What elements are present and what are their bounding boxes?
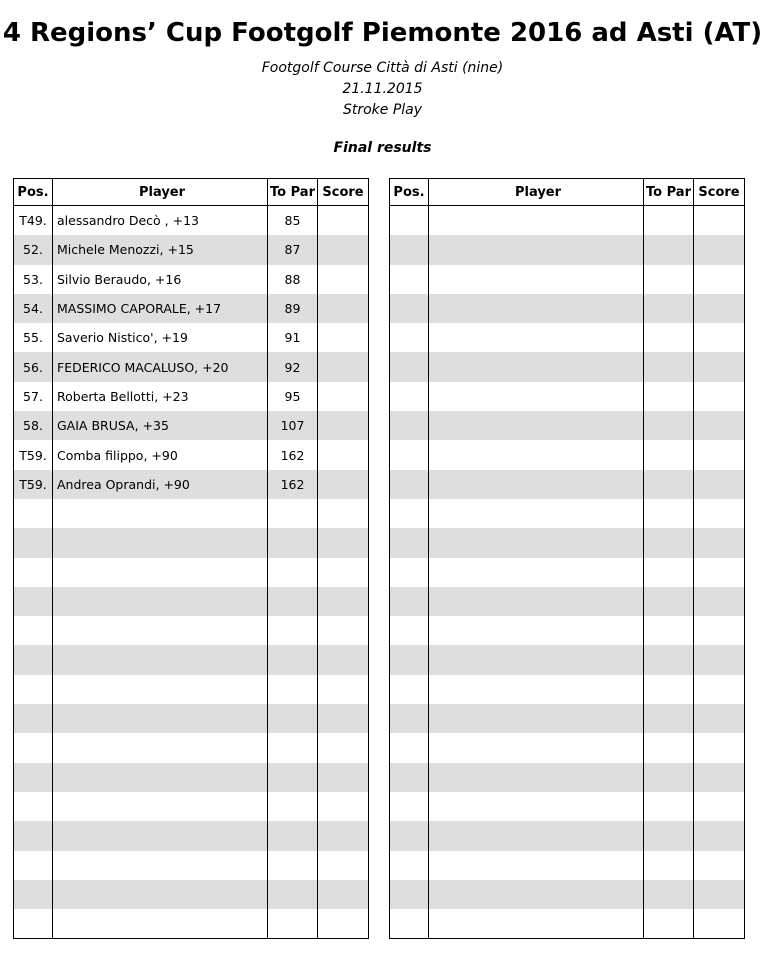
row-score	[318, 265, 369, 294]
row-to-par: 88	[268, 265, 318, 294]
row-player	[53, 792, 268, 821]
row-to-par	[644, 851, 694, 880]
row-to-par	[644, 235, 694, 264]
row-player	[53, 704, 268, 733]
row-player	[429, 763, 644, 792]
row-to-par: 85	[268, 206, 318, 236]
row-to-par	[644, 616, 694, 645]
row-player	[53, 733, 268, 762]
row-pos	[390, 616, 429, 645]
row-score	[318, 821, 369, 850]
row-pos	[390, 235, 429, 264]
table-row	[390, 235, 745, 264]
row-pos: 55.	[14, 323, 53, 352]
row-pos	[390, 704, 429, 733]
row-to-par	[268, 675, 318, 704]
row-player	[429, 440, 644, 469]
row-score	[694, 352, 745, 381]
table-row	[390, 821, 745, 850]
row-player: GAIA BRUSA, +35	[53, 411, 268, 440]
table-header-row	[14, 179, 369, 206]
row-pos	[390, 528, 429, 557]
row-pos	[390, 733, 429, 762]
row-pos: 58.	[14, 411, 53, 440]
column-header-player: Player	[429, 179, 644, 206]
row-pos	[390, 587, 429, 616]
row-to-par	[268, 880, 318, 909]
table-row	[14, 294, 369, 323]
row-to-par	[644, 909, 694, 939]
event-date: 21.11.2015	[342, 81, 423, 97]
row-pos	[390, 206, 429, 236]
table-row	[390, 382, 745, 411]
row-to-par: 89	[268, 294, 318, 323]
column-header-score: Score	[694, 179, 745, 206]
row-score	[694, 909, 745, 939]
row-score	[694, 206, 745, 236]
table-row	[14, 265, 369, 294]
row-score	[318, 851, 369, 880]
row-pos	[14, 880, 53, 909]
row-player	[429, 235, 644, 264]
row-score	[694, 675, 745, 704]
row-player	[429, 352, 644, 381]
table-row	[14, 616, 369, 645]
row-score	[694, 294, 745, 323]
row-player: Andrea Oprandi, +90	[53, 470, 268, 499]
row-score	[694, 265, 745, 294]
table-row	[390, 675, 745, 704]
table-row	[390, 411, 745, 440]
row-score	[694, 763, 745, 792]
row-score	[318, 558, 369, 587]
row-score	[694, 411, 745, 440]
row-player	[429, 206, 644, 236]
table-header-row	[390, 179, 745, 206]
row-score	[318, 499, 369, 528]
row-score	[318, 763, 369, 792]
row-player	[53, 587, 268, 616]
row-pos	[390, 440, 429, 469]
row-player	[429, 528, 644, 557]
row-player	[429, 558, 644, 587]
row-pos	[14, 499, 53, 528]
row-pos	[390, 323, 429, 352]
row-pos	[390, 645, 429, 674]
row-to-par	[644, 558, 694, 587]
row-player	[53, 499, 268, 528]
course-name: Footgolf Course Città di Asti (nine)	[261, 60, 504, 76]
row-pos	[390, 499, 429, 528]
row-to-par	[644, 880, 694, 909]
column-header-player: Player	[53, 179, 268, 206]
row-score	[694, 645, 745, 674]
table-row	[390, 294, 745, 323]
row-to-par: 87	[268, 235, 318, 264]
row-player: MASSIMO CAPORALE, +17	[53, 294, 268, 323]
page-title: 4 Regions’ Cup Footgolf Piemonte 2016 ad Asti (AT)	[2, 18, 763, 48]
row-player	[429, 675, 644, 704]
row-to-par: 162	[268, 470, 318, 499]
row-pos	[390, 294, 429, 323]
row-pos	[390, 851, 429, 880]
table-row	[14, 880, 369, 909]
table-row	[14, 645, 369, 674]
row-to-par	[644, 470, 694, 499]
row-pos: 57.	[14, 382, 53, 411]
row-score	[694, 616, 745, 645]
row-pos	[390, 265, 429, 294]
row-pos	[390, 880, 429, 909]
table-row	[14, 440, 369, 469]
table-row	[390, 587, 745, 616]
row-to-par	[644, 265, 694, 294]
row-to-par	[644, 352, 694, 381]
row-to-par	[268, 733, 318, 762]
row-player	[53, 821, 268, 850]
table-row	[14, 206, 369, 236]
row-to-par	[268, 499, 318, 528]
row-pos	[14, 909, 53, 939]
row-score	[318, 675, 369, 704]
row-to-par	[644, 206, 694, 236]
row-player	[429, 880, 644, 909]
row-to-par	[644, 675, 694, 704]
row-score	[318, 411, 369, 440]
table-row	[14, 323, 369, 352]
row-score	[694, 821, 745, 850]
table-row	[390, 851, 745, 880]
column-header-score: Score	[318, 179, 369, 206]
row-pos	[14, 704, 53, 733]
row-score	[318, 235, 369, 264]
table-row	[14, 528, 369, 557]
row-score	[318, 645, 369, 674]
play-format: Stroke Play	[342, 102, 423, 118]
row-score	[694, 587, 745, 616]
row-score	[694, 235, 745, 264]
row-pos	[14, 763, 53, 792]
row-to-par	[644, 704, 694, 733]
table-row	[390, 558, 745, 587]
table-row	[390, 763, 745, 792]
row-player	[429, 587, 644, 616]
table-row	[390, 528, 745, 557]
row-pos	[14, 851, 53, 880]
row-score	[694, 851, 745, 880]
results-table-left	[13, 178, 369, 939]
row-to-par	[268, 704, 318, 733]
column-header-to-par: To Par	[644, 179, 694, 206]
row-to-par	[644, 763, 694, 792]
row-to-par: 162	[268, 440, 318, 469]
row-player	[429, 821, 644, 850]
row-player	[53, 675, 268, 704]
row-player	[53, 558, 268, 587]
results-table-right	[389, 178, 745, 939]
row-score	[694, 440, 745, 469]
row-pos: 52.	[14, 235, 53, 264]
row-to-par	[644, 411, 694, 440]
row-player	[53, 851, 268, 880]
table-row	[390, 704, 745, 733]
row-player	[429, 294, 644, 323]
row-pos	[14, 528, 53, 557]
table-row	[14, 821, 369, 850]
row-pos: T59.	[14, 470, 53, 499]
table-row	[390, 645, 745, 674]
row-player	[429, 645, 644, 674]
row-pos: T59.	[14, 440, 53, 469]
table-row	[14, 733, 369, 762]
row-score	[318, 382, 369, 411]
table-row	[14, 558, 369, 587]
row-score	[318, 440, 369, 469]
row-player	[53, 528, 268, 557]
row-pos	[390, 470, 429, 499]
table-row	[390, 440, 745, 469]
row-pos	[390, 909, 429, 939]
table-row	[390, 323, 745, 352]
row-player: alessandro Decò , +13	[53, 206, 268, 236]
row-score	[318, 528, 369, 557]
row-player	[429, 499, 644, 528]
row-player	[429, 470, 644, 499]
section-heading: Final results	[333, 140, 432, 156]
row-to-par	[268, 851, 318, 880]
row-score	[318, 352, 369, 381]
row-to-par	[644, 821, 694, 850]
row-to-par	[268, 616, 318, 645]
row-to-par	[268, 558, 318, 587]
row-to-par	[644, 587, 694, 616]
row-pos: 56.	[14, 352, 53, 381]
row-player	[429, 851, 644, 880]
row-player	[53, 763, 268, 792]
row-score	[694, 880, 745, 909]
row-to-par	[268, 909, 318, 939]
row-score	[318, 470, 369, 499]
row-pos	[390, 675, 429, 704]
row-to-par	[644, 499, 694, 528]
row-score	[318, 294, 369, 323]
row-pos	[390, 352, 429, 381]
row-score	[694, 733, 745, 762]
row-player: Comba filippo, +90	[53, 440, 268, 469]
row-to-par	[644, 528, 694, 557]
row-to-par: 91	[268, 323, 318, 352]
row-pos	[390, 382, 429, 411]
row-score	[318, 616, 369, 645]
table-row	[14, 909, 369, 939]
row-score	[318, 323, 369, 352]
row-player	[53, 645, 268, 674]
row-score	[694, 382, 745, 411]
row-player: Roberta Bellotti, +23	[53, 382, 268, 411]
table-row	[390, 499, 745, 528]
table-row	[390, 733, 745, 762]
table-row	[390, 616, 745, 645]
table-row	[14, 587, 369, 616]
row-to-par	[644, 382, 694, 411]
row-to-par	[268, 645, 318, 674]
row-to-par: 95	[268, 382, 318, 411]
row-pos	[390, 411, 429, 440]
row-to-par	[268, 528, 318, 557]
row-player	[429, 733, 644, 762]
row-pos: 53.	[14, 265, 53, 294]
row-to-par: 92	[268, 352, 318, 381]
row-player: Saverio Nistico', +19	[53, 323, 268, 352]
row-player: Silvio Beraudo, +16	[53, 265, 268, 294]
row-pos: 54.	[14, 294, 53, 323]
row-player	[53, 880, 268, 909]
table-row	[14, 704, 369, 733]
row-to-par	[268, 792, 318, 821]
row-to-par	[644, 440, 694, 469]
row-player	[429, 411, 644, 440]
row-score	[694, 704, 745, 733]
table-row	[390, 470, 745, 499]
row-score	[318, 880, 369, 909]
row-pos: T49.	[14, 206, 53, 236]
row-score	[318, 587, 369, 616]
row-to-par	[268, 587, 318, 616]
row-score	[694, 528, 745, 557]
table-row	[14, 382, 369, 411]
table-row	[14, 499, 369, 528]
column-header-pos: Pos.	[14, 179, 53, 206]
row-pos	[14, 792, 53, 821]
table-row	[14, 675, 369, 704]
row-player	[429, 616, 644, 645]
row-pos	[14, 675, 53, 704]
row-pos	[390, 558, 429, 587]
row-to-par: 107	[268, 411, 318, 440]
row-player: Michele Menozzi, +15	[53, 235, 268, 264]
row-player	[53, 909, 268, 939]
row-pos	[14, 733, 53, 762]
row-pos	[390, 792, 429, 821]
row-to-par	[268, 763, 318, 792]
row-player	[53, 616, 268, 645]
row-player: FEDERICO MACALUSO, +20	[53, 352, 268, 381]
table-row	[390, 909, 745, 939]
row-to-par	[644, 733, 694, 762]
table-row	[14, 352, 369, 381]
row-pos	[14, 587, 53, 616]
row-score	[318, 733, 369, 762]
row-score	[318, 909, 369, 939]
row-score	[694, 323, 745, 352]
table-row	[14, 235, 369, 264]
table-row	[390, 206, 745, 236]
row-player	[429, 909, 644, 939]
row-to-par	[268, 821, 318, 850]
row-score	[318, 704, 369, 733]
row-player	[429, 323, 644, 352]
row-to-par	[644, 645, 694, 674]
row-pos	[14, 821, 53, 850]
row-pos	[390, 763, 429, 792]
row-score	[318, 206, 369, 236]
row-player	[429, 265, 644, 294]
table-row	[14, 470, 369, 499]
table-row	[14, 851, 369, 880]
row-pos	[14, 558, 53, 587]
table-row	[390, 265, 745, 294]
row-player	[429, 792, 644, 821]
row-score	[694, 470, 745, 499]
table-row	[390, 352, 745, 381]
column-header-pos: Pos.	[390, 179, 429, 206]
row-to-par	[644, 792, 694, 821]
row-player	[429, 704, 644, 733]
table-row	[14, 411, 369, 440]
row-player	[429, 382, 644, 411]
table-row	[14, 763, 369, 792]
row-score	[694, 792, 745, 821]
table-row	[390, 792, 745, 821]
table-row	[14, 792, 369, 821]
row-score	[694, 499, 745, 528]
row-to-par	[644, 294, 694, 323]
row-pos	[14, 616, 53, 645]
row-score	[318, 792, 369, 821]
table-row	[390, 880, 745, 909]
row-pos	[14, 645, 53, 674]
row-score	[694, 558, 745, 587]
column-header-to-par: To Par	[268, 179, 318, 206]
row-to-par	[644, 323, 694, 352]
row-pos	[390, 821, 429, 850]
